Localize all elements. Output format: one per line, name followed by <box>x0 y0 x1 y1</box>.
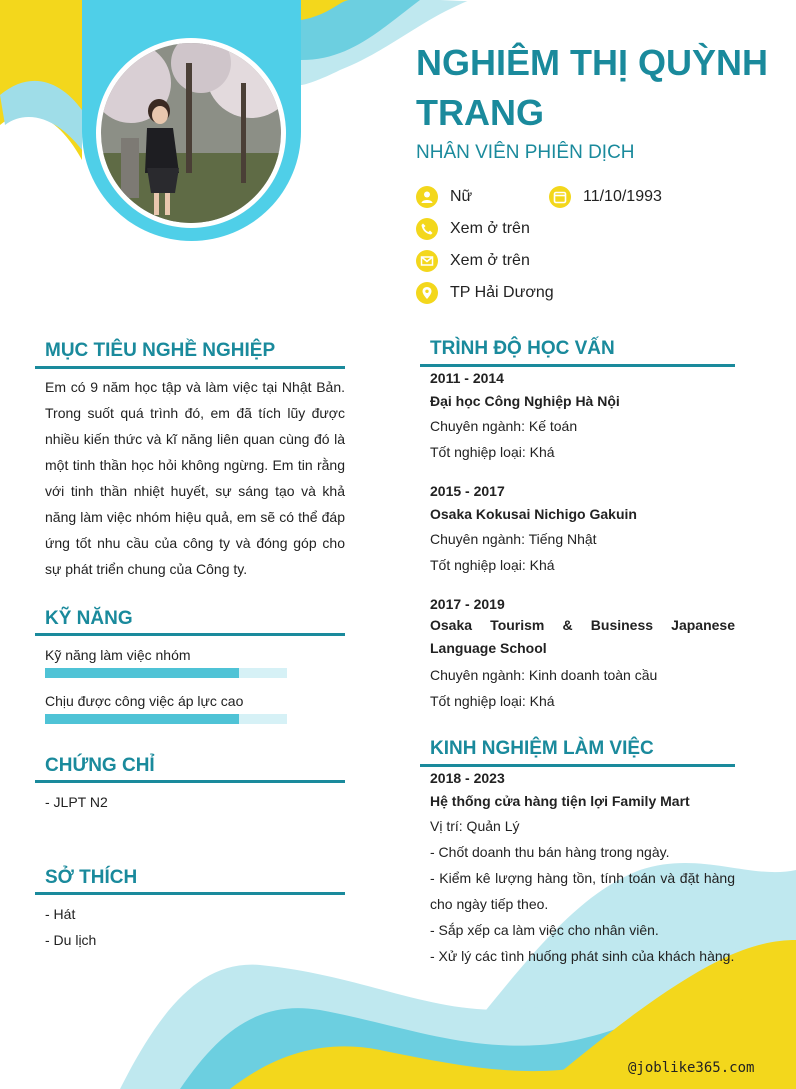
education-major: Chuyên ngành: Kế toán <box>430 418 578 434</box>
portrait-photo <box>101 43 281 223</box>
education-period: 2011 - 2014 <box>430 370 504 386</box>
education-major: Chuyên ngành: Kinh doanh toàn cầu <box>430 667 658 683</box>
education-school: Osaka Tourism & Business Japanese Language School <box>430 617 735 656</box>
skill-label: Kỹ năng làm việc nhóm <box>45 647 191 663</box>
skill-bar <box>45 668 287 678</box>
email-value: Xem ở trên <box>450 252 530 269</box>
education-grade: Tốt nghiệp loại: Khá <box>430 693 555 709</box>
experience-duty: - Sắp xếp ca làm việc cho nhân viên. <box>430 922 659 938</box>
certificates-title: CHỨNG CHỈ <box>45 755 155 776</box>
hobbies-divider <box>35 892 345 895</box>
mail-icon <box>416 250 438 272</box>
education-grade: Tốt nghiệp loại: Khá <box>430 557 555 573</box>
experience-duty: - Kiểm kê lượng hàng tồn, tính toán và đặt hàng cho ngày tiếp theo. <box>430 870 735 912</box>
email-info <box>416 250 530 272</box>
skill-bar-fill <box>45 668 239 678</box>
birthday-value: 11/10/1993 <box>583 188 662 205</box>
phone-value: Xem ở trên <box>450 220 530 237</box>
job-title: NHÂN VIÊN PHIÊN DỊCH <box>416 142 635 163</box>
skill-bar <box>45 714 287 724</box>
education-title: TRÌNH ĐỘ HỌC VẤN <box>430 338 615 359</box>
education-period: 2017 - 2019 <box>430 596 505 612</box>
education-grade: Tốt nghiệp loại: Khá <box>430 444 555 460</box>
gender-info <box>416 186 472 208</box>
experience-position: Vị trí: Quản Lý <box>430 818 520 834</box>
birthday-info <box>549 186 662 208</box>
objective-divider <box>35 366 345 369</box>
objective-title: MỤC TIÊU NGHỀ NGHIỆP <box>45 340 276 361</box>
skill-bar-fill <box>45 714 239 724</box>
hobby-item: - Hát <box>45 906 76 922</box>
user-icon <box>416 186 438 208</box>
avatar <box>96 38 286 228</box>
skills-title: KỸ NĂNG <box>45 608 133 629</box>
education-school: Osaka Kokusai Nichigo Gakuin <box>430 506 637 522</box>
education-major: Chuyên ngành: Tiếng Nhật <box>430 531 597 547</box>
phone-info <box>416 218 530 240</box>
education-period: 2015 - 2017 <box>430 483 505 499</box>
experience-period: 2018 - 2023 <box>430 770 505 786</box>
certificate-item: - JLPT N2 <box>45 794 108 810</box>
gender-value: Nữ <box>450 188 473 205</box>
education-school: Đại học Công Nghiệp Hà Nội <box>430 393 620 409</box>
address-value: TP Hải Dương <box>450 284 554 301</box>
footer-handle: @joblike365.com <box>628 1060 755 1076</box>
hobby-item: - Du lịch <box>45 932 97 948</box>
experience-title: KINH NGHIỆM LÀM VIỆC <box>430 738 654 759</box>
experience-duty: - Chốt doanh thu bán hàng trong ngày. <box>430 844 670 860</box>
skills-divider <box>35 633 345 636</box>
location-pin-icon <box>416 282 438 304</box>
experience-duty: - Xử lý các tình huống phát sinh của khách hàng. <box>430 948 735 964</box>
hobbies-title: SỞ THÍCH <box>45 867 138 888</box>
candidate-name: NGHIÊM THỊ QUỲNH TRANG <box>416 42 769 133</box>
certificates-divider <box>35 780 345 783</box>
calendar-icon <box>549 186 571 208</box>
experience-company: Hệ thống cửa hàng tiện lợi Family Mart <box>430 793 690 809</box>
objective-text: Em có 9 năm học tập và làm việc tại Nhật Bản. Trong suốt quá trình đó, em đã tích lũy được nhiều kiến thức và kĩ năng liên quan cùng đó là một tinh thần học hỏi không ngừng. Em tin rằng với tinh thần nhiệt huyết, sự sáng tạo và khả năng làm việc nhóm hiệu quả, em sẽ có thể đáp ứng tốt nhu cầu của công ty và đóng góp cho sự phát triển chung của Công ty. <box>45 379 345 577</box>
skill-label: Chịu được công việc áp lực cao <box>45 693 244 709</box>
address-info <box>416 282 554 304</box>
phone-icon <box>416 218 438 240</box>
